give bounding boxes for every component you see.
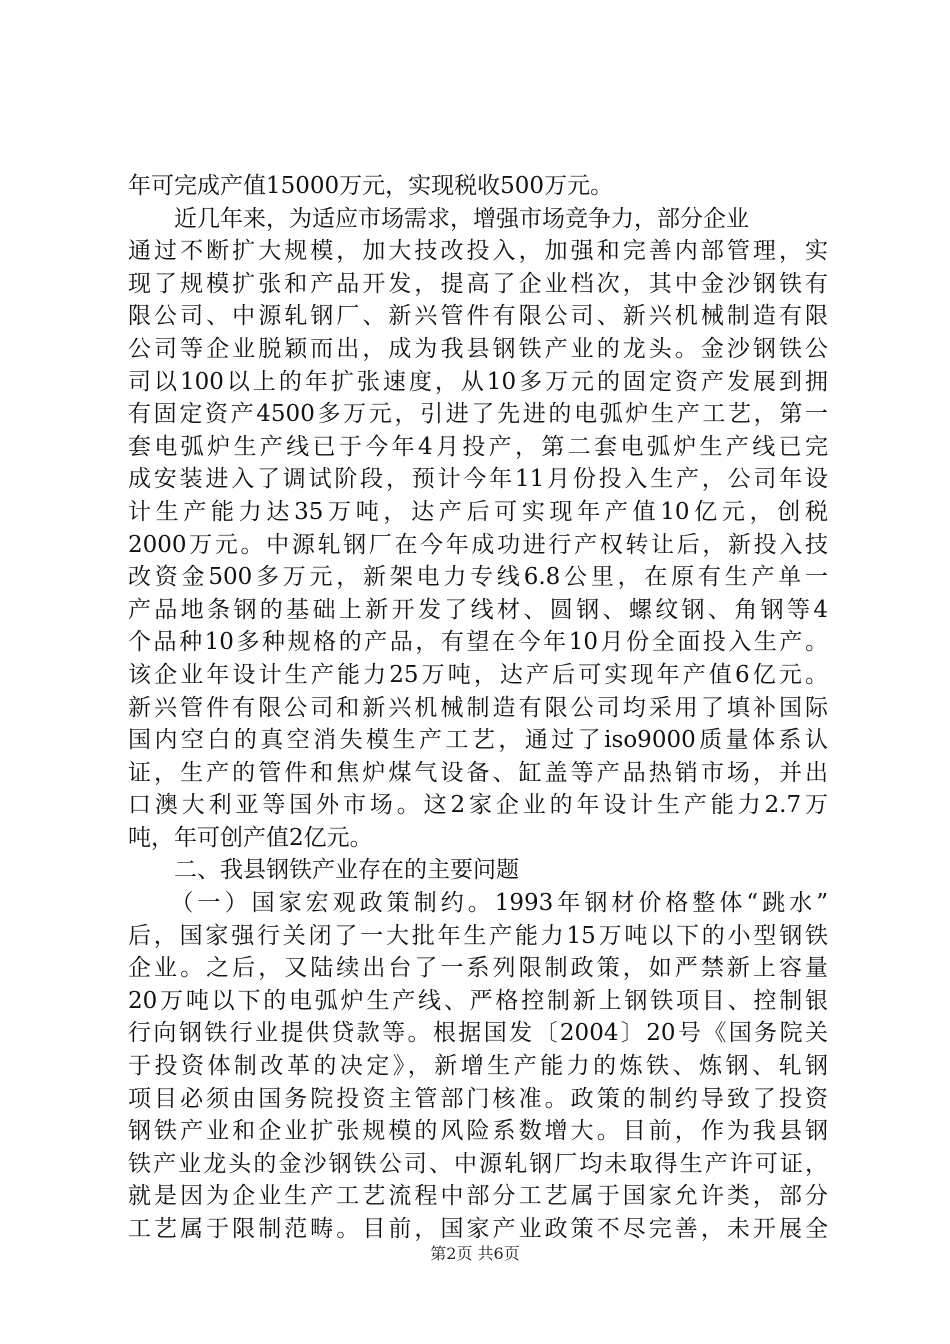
text-line: 铁产业龙头的金沙钢铁公司、中源轧钢厂均未取得生产许可证，: [128, 1150, 828, 1177]
text-line: 计生产能力达35万吨，达产后可实现年产值10亿元，创税: [128, 498, 828, 525]
text-line: 企业。之后，又陆续出台了一系列限制政策，如严禁新上容量: [128, 955, 828, 982]
page-footer: [0, 1241, 950, 1264]
text-line: 公司等企业脱颖而出，成为我县钢铁产业的龙头。金沙钢铁公: [128, 335, 828, 362]
text-line: 就是因为企业生产工艺流程中部分工艺属于国家允许类，部分: [128, 1183, 828, 1210]
text-line: 项目必须由国务院投资主管部门核准。政策的制约导致了投资: [128, 1085, 828, 1112]
text-line: 改资金500多万元，新架电力专线6.8公里，在原有生产单一: [128, 564, 828, 591]
text-line: 现了规模扩张和产品开发，提高了企业档次，其中金沙钢铁有: [128, 270, 828, 297]
text-line: 于投资体制改革的决定》，新增生产能力的炼铁、炼钢、轧钢: [128, 1053, 828, 1080]
text-line: 有固定资产4500多万元，引进了先进的电弧炉生产工艺，第一: [128, 401, 828, 428]
text-line: （一）国家宏观政策制约。1993年钢材价格整体“跳水”: [128, 890, 828, 917]
text-line: 证，生产的管件和焦炉煤气设备、缸盖等产品热销市场，并出: [128, 759, 828, 786]
text-line: 吨，年可创产值2亿元。: [128, 824, 373, 851]
text-line: 2000万元。中源轧钢厂在今年成功进行产权转让后，新投入技: [128, 531, 828, 558]
text-line: 后，国家强行关闭了一大批年生产能力15万吨以下的小型钢铁: [128, 922, 828, 949]
text-line: 新兴管件有限公司和新兴机械制造有限公司均采用了填补国际: [128, 694, 828, 721]
text-line: 工艺属于限制范畴。目前，国家产业政策不尽完善，未开展全: [128, 1216, 828, 1242]
section-heading: 二、我县钢铁产业存在的主要问题: [128, 857, 519, 884]
text-line: 口澳大利亚等国外市场。这2家企业的年设计生产能力2.7万: [128, 792, 828, 819]
text-line: 钢铁产业和企业扩张规模的风险系数增大。目前，作为我县钢: [128, 1118, 828, 1145]
text-line: 20万吨以下的电弧炉生产线、严格控制新上钢铁项目、控制银: [128, 987, 828, 1014]
text-line: 年可完成产值15000万元，实现税收500万元。: [128, 173, 614, 199]
text-line: 套电弧炉生产线已于今年4月投产，第二套电弧炉生产线已完: [128, 433, 828, 460]
document-body: [128, 170, 828, 1246]
text-line: 产品地条钢的基础上新开发了线材、圆钢、螺纹钢、角钢等4: [128, 596, 828, 623]
text-line: 司以100以上的年扩张速度，从10多万元的固定资产发展到拥: [128, 368, 828, 395]
text-line: 近几年来，为适应市场需求，增强市场竞争力，部分企业: [128, 205, 749, 232]
text-line: 个品种10多种规格的产品，有望在今年10月份全面投入生产。: [128, 629, 828, 656]
text-line: 通过不断扩大规模，加大技改投入，加强和完善内部管理，实: [128, 238, 828, 265]
text-line: 行向钢铁行业提供贷款等。根据国发〔2004〕20号《国务院关: [128, 1020, 828, 1047]
text-line: 限公司、中源轧钢厂、新兴管件有限公司、新兴机械制造有限: [128, 303, 828, 330]
page-number: 第2页 共6页: [430, 1244, 520, 1263]
text-line: 成安装进入了调试阶段，预计今年11月份投入生产，公司年设: [128, 466, 828, 493]
text-line: 该企业年设计生产能力25万吨，达产后可实现年产值6亿元。: [128, 661, 828, 688]
text-line: 国内空白的真空消失模生产工艺，通过了iso9000质量体系认: [128, 727, 828, 754]
